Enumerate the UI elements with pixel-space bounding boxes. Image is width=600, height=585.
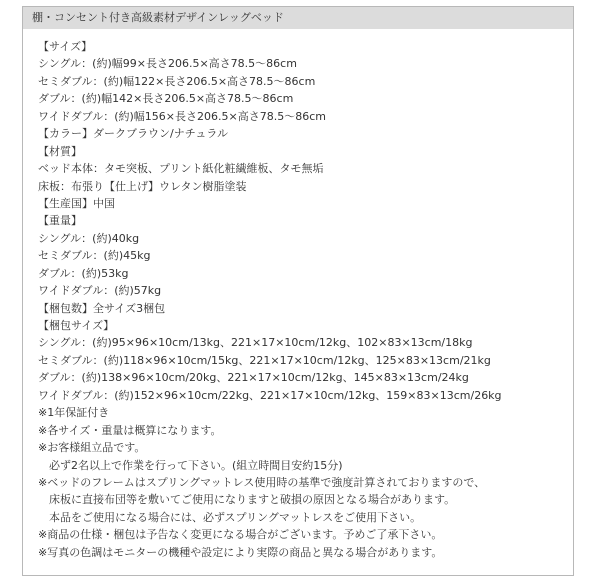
spec-line: 【カラー】ダークブラウン/ナチュラル bbox=[38, 127, 229, 141]
panel-header bbox=[23, 7, 573, 29]
spec-line: 【梱包サイズ】 bbox=[38, 319, 115, 332]
spec-line: 【重量】 bbox=[38, 214, 82, 228]
spec-line: セミダブル：(約)118×96×10cm/15kg、221×17×10cm/12kg、125×83×13cm/21kg bbox=[38, 353, 491, 367]
spec-line: 床板：布張り【仕上げ】ウレタン樹脂塗装 bbox=[38, 179, 247, 193]
spec-line: シングル：(約)幅99×長さ206.5×高さ78.5～86cm bbox=[38, 57, 297, 71]
spec-content bbox=[38, 38, 568, 561]
spec-line: ワイドダブル：(約)57kg bbox=[38, 284, 162, 298]
spec-line: ※各サイズ・重量は概算になります。 bbox=[38, 423, 222, 437]
spec-line: ワイドダブル：(約)152×96×10cm/22kg、221×17×10cm/12kg、159×83×13cm/26kg bbox=[38, 388, 502, 402]
spec-line: ダブル：(約)53kg bbox=[38, 266, 129, 280]
spec-line: ダブル：(約)138×96×10cm/20kg、221×17×10cm/12kg、145×83×13cm/24kg bbox=[38, 371, 469, 385]
spec-line: ※ベッドのフレームはスプリングマットレス使用時の基準で強度計算されておりますので、 bbox=[38, 475, 486, 489]
spec-line: 必ず2名以上で作業を行って下さい。(組立時間目安約15分) bbox=[38, 458, 343, 472]
spec-line: ※商品の仕様・梱包は予告なく変更になる場合がございます。予めご了承下さい。 bbox=[38, 528, 443, 542]
spec-line: セミダブル：(約)45kg bbox=[38, 249, 151, 263]
spec-line: 本品をご使用になる場合には、必ずスプリングマットレスをご使用下さい。 bbox=[38, 510, 422, 524]
spec-line: ダブル：(約)幅142×長さ206.5×高さ78.5～86cm bbox=[38, 92, 294, 106]
spec-line: ※お客様組立品です。 bbox=[38, 441, 146, 455]
spec-line: シングル：(約)40kg bbox=[38, 231, 140, 245]
spec-line: 【梱包数】全サイズ3梱包 bbox=[38, 301, 166, 315]
spec-line: セミダブル：(約)幅122×長さ206.5×高さ78.5～86cm bbox=[38, 74, 316, 88]
spec-line: 床板に直接布団等を敷いてご使用になりますと破損の原因となる場合があります。 bbox=[38, 493, 456, 507]
panel-title: 棚・コンセント付き高級素材デザインレッグベッド bbox=[32, 11, 284, 24]
spec-line: ※1年保証付き bbox=[38, 406, 110, 420]
spec-line: シングル：(約)95×96×10cm/13kg、221×17×10cm/12kg、102×83×13cm/18kg bbox=[38, 336, 473, 350]
spec-line: ベッド本体：タモ突板、プリント紙化粧繊維板、タモ無垢 bbox=[38, 162, 324, 176]
spec-line: ※写真の色調はモニターの機種や設定により実際の商品と異なる場合があります。 bbox=[38, 545, 443, 559]
spec-line: 【サイズ】 bbox=[38, 40, 93, 53]
spec-line: 【材質】 bbox=[38, 144, 82, 158]
spec-line: ワイドダブル：(約)幅156×長さ206.5×高さ78.5～86cm bbox=[38, 109, 326, 123]
spec-line: 【生産国】中国 bbox=[38, 196, 115, 210]
